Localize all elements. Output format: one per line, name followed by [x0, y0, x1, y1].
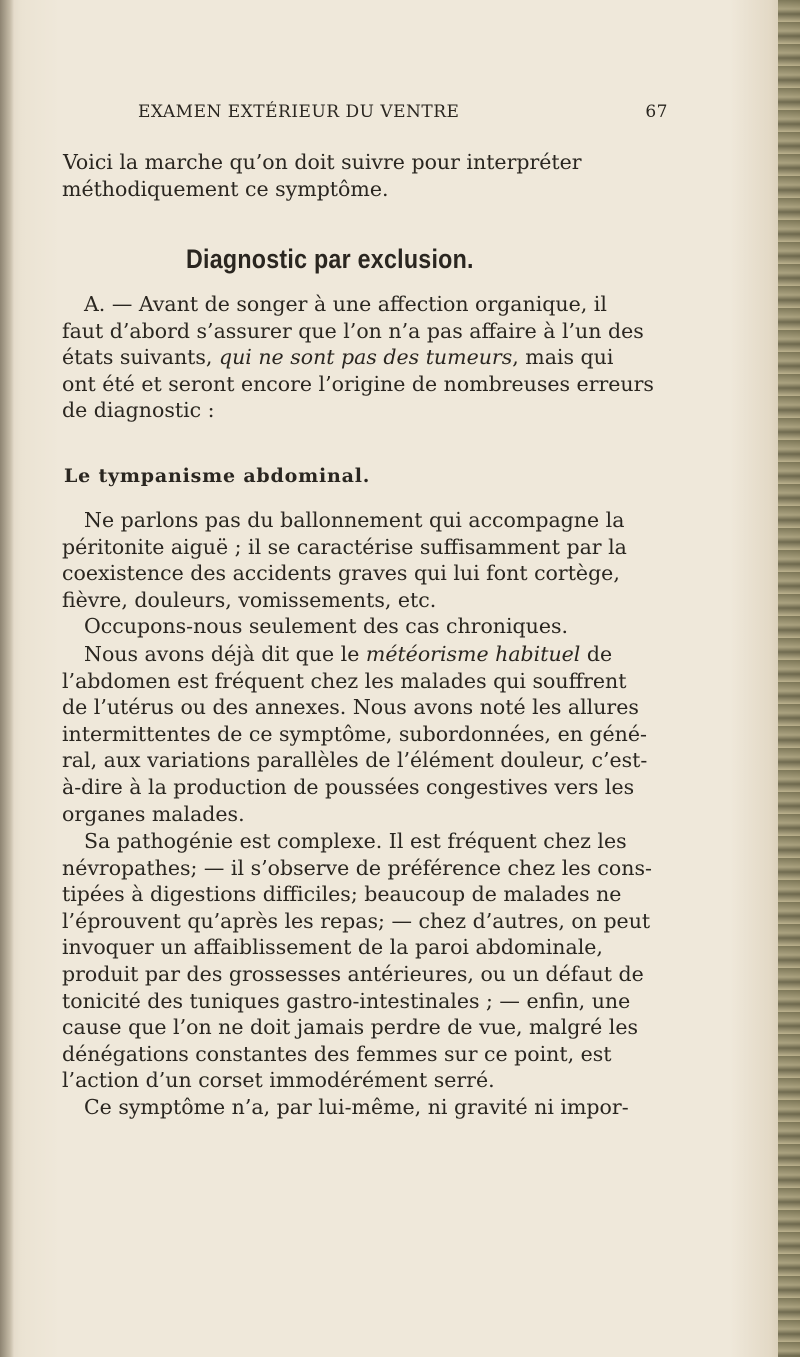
intro-paragraph	[62, 149, 742, 202]
text-line: cause que l’on ne doit jamais perdre de vue, malgré les	[62, 1015, 638, 1040]
text-line: coexistence des accidents graves qui lui font cortège,	[62, 561, 620, 586]
italic-phrase: qui ne sont pas des tumeurs	[218, 345, 513, 370]
page-edge	[778, 0, 800, 1357]
text-line: ont été et seront encore l’origine de nombreuses erreurs	[62, 371, 654, 396]
paragraph-b	[62, 507, 742, 640]
text-run: de	[580, 642, 613, 666]
text-line	[62, 344, 742, 371]
section-heading: Diagnostic par exclusion.	[186, 244, 474, 274]
paragraph-a	[62, 291, 742, 424]
text-line: de l’utérus ou des annexes. Nous avons noté les allures	[62, 695, 639, 720]
text-line: Ne parlons pas du ballonnement qui accompagne la	[84, 508, 625, 532]
text-line: organes malades.	[62, 801, 245, 826]
text-line: faut d’abord s’assurer que l’on n’a pas affaire à l’un des	[62, 318, 644, 343]
text-line: méthodiquement ce symptôme.	[62, 176, 389, 201]
text-line: intermittentes de ce symptôme, subordonnées, en géné-	[62, 721, 647, 746]
text-line: l’abdomen est fréquent chez les malades qui souffrent	[62, 668, 627, 693]
paragraph-c	[62, 641, 742, 827]
text-line: Ce symptôme n’a, par lui-même, ni gravité ni impor-	[84, 1094, 629, 1119]
text-line: fièvre, douleurs, vomissements, etc.	[62, 587, 437, 612]
text-line: Sa pathogénie est complexe. Il est fréquent chez les	[84, 829, 627, 853]
text-line: A. — Avant de songer à une affection organique, il	[84, 292, 607, 316]
text-run: , mais qui	[512, 345, 614, 370]
text-line: tipées à digestions difficiles; beaucoup de malades ne	[62, 882, 622, 907]
text-line: invoquer un affaiblissement de la paroi abdominale,	[62, 935, 603, 960]
subheading: Le tympanisme abdominal.	[64, 465, 371, 487]
text-line: à-dire à la production de poussées congestives vers les	[62, 774, 635, 799]
paragraph-d	[62, 828, 742, 1121]
text-line: ral, aux variations parallèles de l’élément douleur, c’est-	[62, 748, 648, 773]
text-line: l’éprouvent qu’après les repas; — chez d’autres, on peut	[62, 908, 651, 933]
running-title: EXAMEN EXTÉRIEUR DU VENTRE	[138, 102, 460, 122]
text-run: états suivants,	[62, 345, 219, 370]
text-line: tonicité des tuniques gastro-intestinales ; — enfin, une	[62, 988, 631, 1013]
text-line: dénégations constantes des femmes sur ce point, est	[62, 1041, 612, 1066]
text-line: névropathes; — il s’observe de préférence chez les cons-	[62, 855, 652, 880]
text-line: Voici la marche qu’on doit suivre pour interpréter	[63, 150, 582, 174]
text-line: Occupons-nous seulement des cas chroniques.	[84, 614, 569, 639]
text-line: péritonite aiguë ; il se caractérise suffisamment par la	[62, 534, 627, 559]
text-run: Nous avons déjà dit que le	[84, 642, 366, 666]
binding-gutter	[0, 0, 14, 1357]
page-number: 67	[645, 102, 668, 122]
text-line	[62, 641, 742, 668]
italic-phrase: météorisme habituel	[365, 642, 581, 666]
text-line: produit par des grossesses antérieures, ou un défaut de	[62, 961, 644, 986]
text-line: de diagnostic :	[62, 398, 215, 423]
text-line: l’action d’un corset immodérément serré.	[62, 1068, 495, 1093]
